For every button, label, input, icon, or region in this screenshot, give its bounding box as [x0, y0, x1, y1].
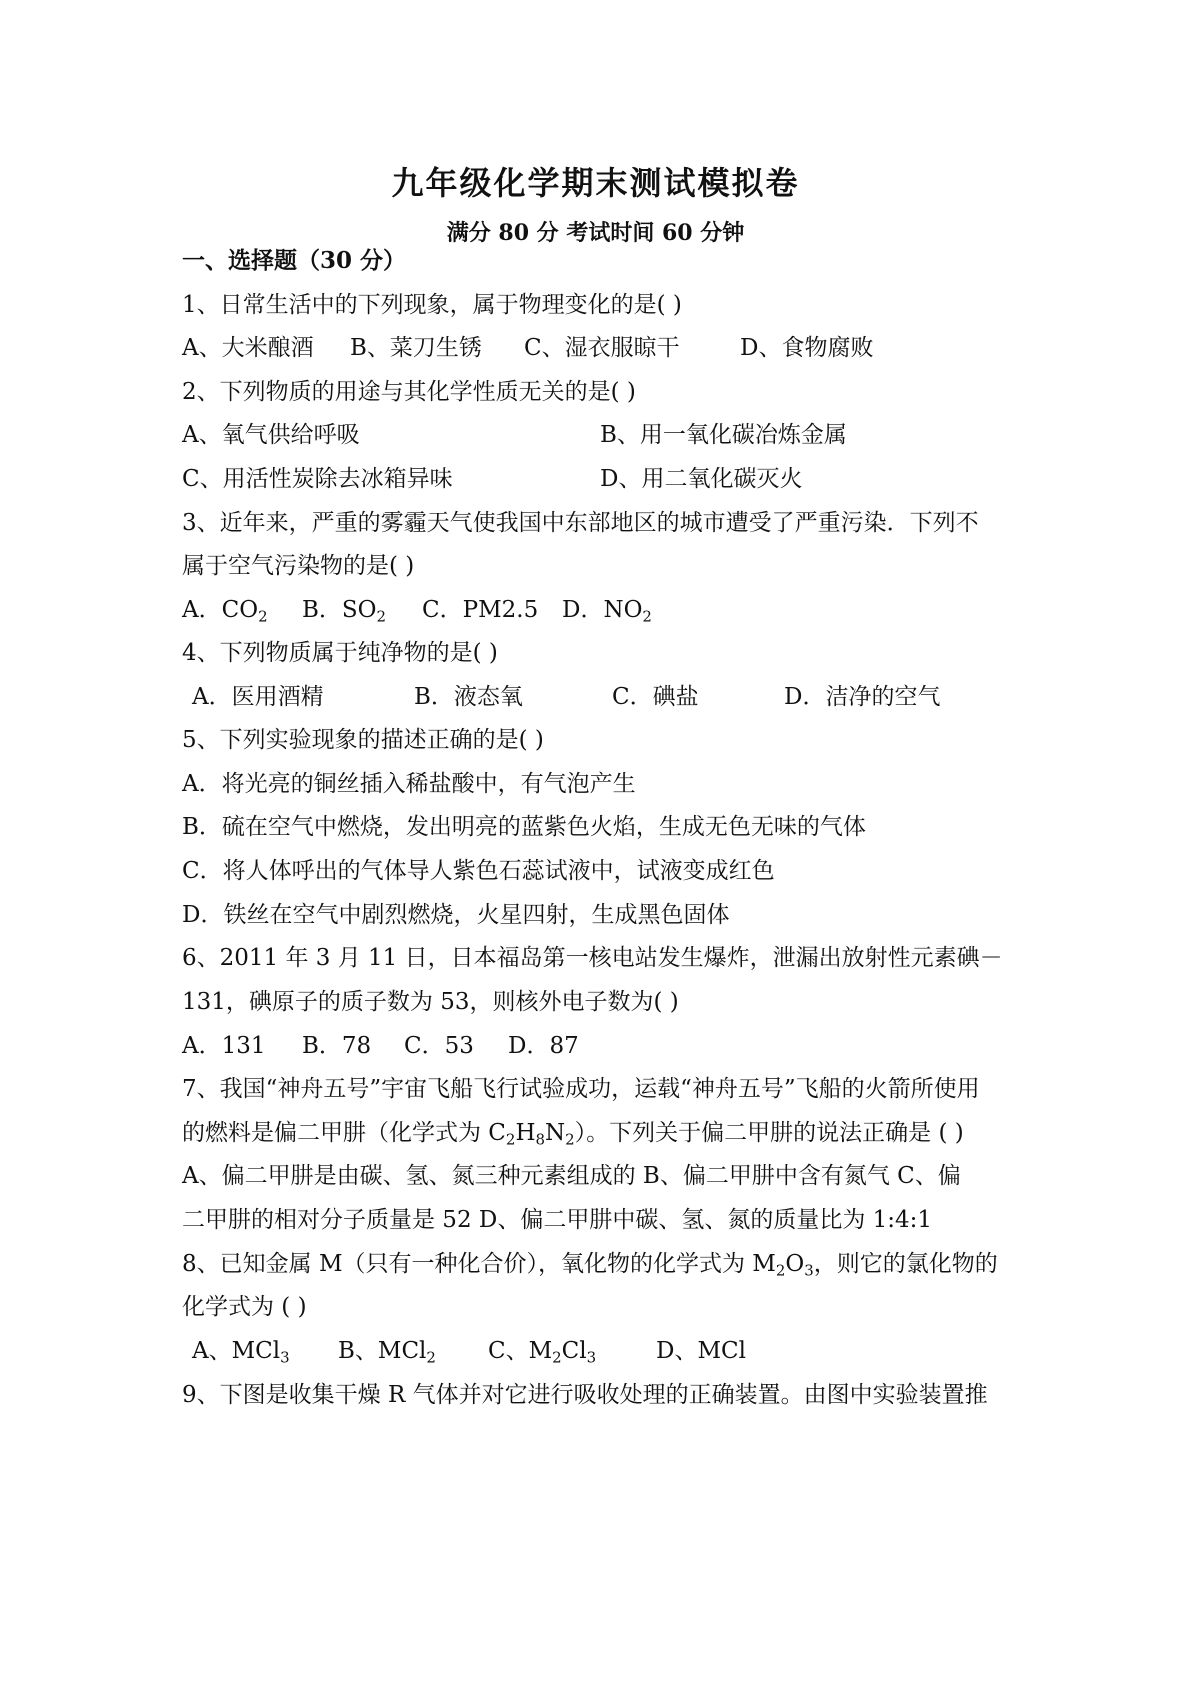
question-7-stem: 7、我国“神舟五号”宇宙飞船飞行试验成功，运载“神舟五号”飞船的火箭所使用	[182, 1076, 980, 1102]
option-a: A、MCl$_3$	[192, 1338, 290, 1367]
option-c: C．53	[404, 1033, 474, 1059]
question-3-stem: 3、近年来，严重的雾霾天气使我国中东部地区的城市遭受了严重污染．下列不	[182, 510, 979, 536]
option-b: B．78	[302, 1033, 372, 1059]
option-c: C、$M_2Cl_3$	[488, 1338, 597, 1367]
question-5-stem: 5、下列实验现象的描述正确的是( )	[182, 727, 544, 753]
question-7-options-row2: 二甲肼的相对分子质量是 52 D、偏二甲肼中碳、氢、氮的质量比为 1:4:1	[182, 1207, 933, 1233]
option-a: A．131	[182, 1033, 266, 1059]
option-d: D、用二氧化碳灭火	[600, 466, 803, 492]
question-9-stem: 9、下图是收集干燥 R 气体并对它进行吸收处理的正确装置。由图中实验装置推	[182, 1382, 988, 1408]
option-d: D．$NO_2$	[562, 597, 652, 626]
question-3-stem-cont: 属于空气污染物的是( )	[182, 553, 415, 579]
question-5-option-a: A．将光亮的铜丝插入稀盐酸中，有气泡产生	[182, 771, 636, 797]
question-7-stem-cont: 的燃料是偏二甲肼（化学式为 $C_2H_8N_2$）。下列关于偏二甲肼的说法正确是 ( )	[182, 1120, 964, 1149]
option-c: C、湿衣服晾干	[524, 335, 680, 361]
page-title: 九年级化学期末测试模拟卷	[391, 164, 800, 202]
section-heading: 一、选择题（30 分）	[182, 247, 407, 274]
option-c: C．PM2.5	[422, 597, 539, 623]
option-b: B．液态氧	[414, 684, 523, 710]
question-1-stem: 1、日常生活中的下列现象，属于物理变化的是( )	[182, 292, 682, 318]
question-6-stem-cont: 131，碘原子的质子数为 53，则核外电子数为( )	[182, 989, 679, 1015]
option-a: A．$CO_2$	[182, 597, 268, 626]
question-5-option-c: C．将人体呼出的气体导人紫色石蕊试液中，试液变成红色	[182, 858, 775, 884]
option-a: A．医用酒精	[192, 684, 324, 710]
option-c: C、用活性炭除去冰箱异味	[182, 466, 453, 492]
option-a: A、大米酿酒	[182, 335, 314, 361]
option-d: D、MCl	[656, 1338, 746, 1364]
question-5-option-d: D．铁丝在空气中剧烈燃烧，火星四射，生成黑色固体	[182, 902, 730, 928]
option-b: B．$SO_2$	[302, 597, 387, 626]
option-c: C．碘盐	[612, 684, 699, 710]
question-8-stem-cont: 化学式为 ( )	[182, 1294, 307, 1320]
question-7-options-row1: A、偏二甲肼是由碳、氢、氮三种元素组成的 B、偏二甲肼中含有氮气 C、偏	[182, 1163, 961, 1189]
question-8-stem: 8、已知金属 M（只有一种化合价），氧化物的化学式为 $M_2O_3$，则它的氯化物的	[182, 1251, 998, 1280]
exam-info: 满分 80 分 考试时间 60 分钟	[446, 220, 745, 246]
option-b: B、用一氧化碳冶炼金属	[600, 422, 847, 448]
question-4-stem: 4、下列物质属于纯净物的是( )	[182, 640, 498, 666]
option-b: B、菜刀生锈	[350, 335, 482, 361]
question-5-option-b: B．硫在空气中燃烧，发出明亮的蓝紫色火焰，生成无色无味的气体	[182, 814, 866, 840]
option-b: B、MCl$_2$	[338, 1338, 436, 1367]
option-d: D、食物腐败	[740, 335, 874, 361]
option-d: D．洁净的空气	[784, 684, 941, 710]
question-2-stem: 2、下列物质的用途与其化学性质无关的是( )	[182, 379, 636, 405]
option-a: A、氧气供给呼吸	[182, 422, 360, 448]
option-d: D．87	[508, 1033, 579, 1059]
question-6-stem: 6、2011 年 3 月 11 日，日本福岛第一核电站发生爆炸，泄漏出放射性元素碘－	[182, 945, 1003, 971]
